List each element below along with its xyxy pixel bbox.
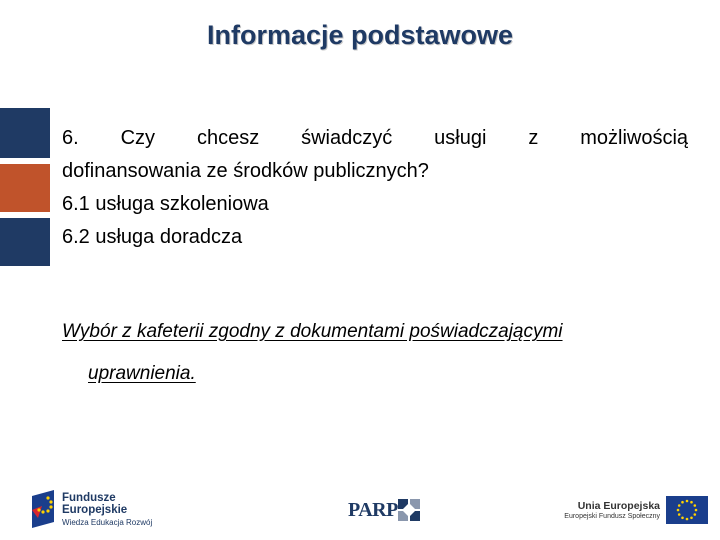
slide-title: Informacje podstawowe — [206, 20, 514, 50]
option-service-advisory: 6.2 usługa doradcza — [62, 226, 243, 248]
accent-bar-bottom — [0, 218, 50, 266]
question-word: świadczyć — [301, 127, 393, 149]
question-word: z — [528, 127, 539, 149]
note-line-1: Wybór z kafeterii zgodny z dokumentami poświadczającymi — [62, 321, 563, 342]
question-line-2: dofinansowania ze środków publicznych? — [62, 160, 429, 182]
question-block — [62, 122, 688, 254]
eu-name: Unia Europejska — [577, 500, 660, 512]
parp-logo-icon — [396, 497, 422, 525]
fe-name — [62, 492, 127, 516]
question-word: chcesz — [196, 127, 260, 149]
question-word: 6. — [62, 127, 79, 149]
eu-logo — [560, 496, 710, 526]
fundusze-europejskie-logo — [28, 488, 168, 532]
parp-name: PARP — [348, 499, 398, 521]
note-line-2: uprawnienia. — [88, 363, 196, 384]
cafeteria-note — [62, 316, 662, 390]
fe-name-line-2: Europejskie — [62, 504, 128, 516]
parp-logo — [348, 496, 428, 526]
fundusze-europejskie-logo-icon — [28, 488, 58, 530]
question-word: możliwością — [580, 127, 689, 149]
question-word: usługi — [434, 127, 487, 149]
option-service-training: 6.1 usługa szkoleniowa — [62, 193, 269, 215]
accent-bar-middle — [0, 164, 50, 212]
accent-bar-top — [0, 108, 50, 158]
eu-flag-icon — [666, 496, 708, 524]
eu-fund: Europejski Fundusz Społeczny — [564, 513, 660, 520]
fe-name-line-1: Fundusze — [62, 492, 116, 504]
question-word: Czy — [120, 127, 156, 149]
question-line-1 — [62, 122, 688, 155]
fe-program: Wiedza Edukacja Rozwój — [62, 518, 153, 527]
